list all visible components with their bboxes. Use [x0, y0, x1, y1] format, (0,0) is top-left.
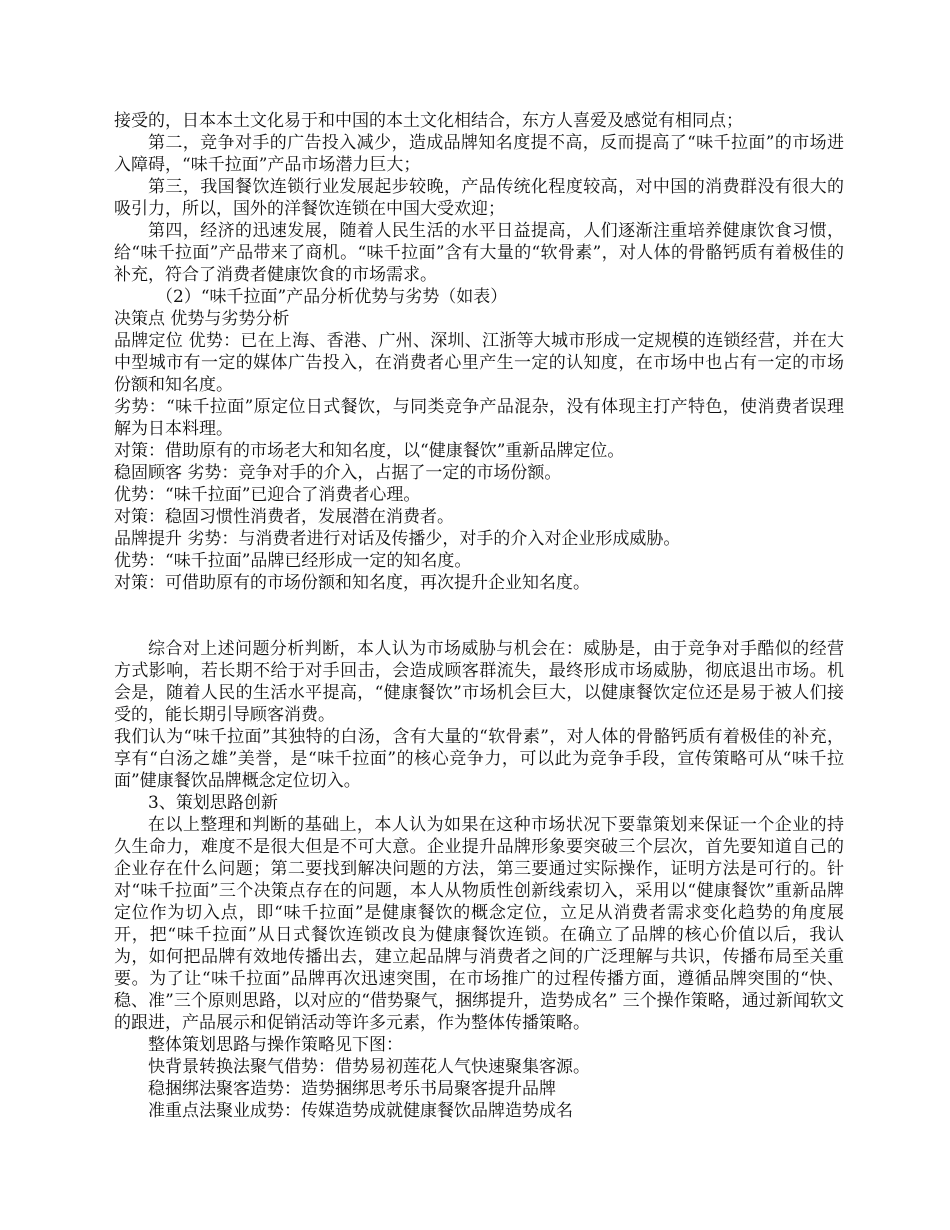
section-heading-planning: 3、策划思路创新 [148, 793, 278, 813]
strategy-list [114, 1056, 844, 1122]
table-row-upgrade-strength: 优势：“味千拉面”品牌已经形成一定的知名度。 [114, 551, 472, 571]
paragraph-japanese-culture: 接受的，日本本土文化易于和中国的本土文化相结合，东方人喜爱及感觉有相同点； [114, 111, 743, 131]
strategy-item-accurate: 准重点法聚业成势：传媒造势成就健康餐饮品牌造势成名 [148, 1101, 573, 1121]
strategy-item-stable: 稳捆绑法聚客造势：造势捆绑思考乐书局聚客提升品牌 [148, 1079, 556, 1099]
paragraph-threat-opportunity: 综合对上述问题分析判断，本人认为市场威胁与机会在：威胁是，由于竞争对手酷似的经营方式影响，若长期不给于对手回击，会造成顾客群流失，最终形成市场威胁，彻底退出市场。机会是，随着人民的生活水平提高，“健康餐饮”市场机会巨大，以健康餐饮定位还是易于被人们接受的，能长期引导顾客消费。 [114, 639, 844, 725]
paragraph-point-two: 第二，竞争对手的广告投入减少，造成品牌知名度提不高，反而提高了“味千拉面”的市场进入障碍，“味千拉面”产品市场潜力巨大； [114, 133, 844, 175]
strategy-intro: 整体策划思路与操作策略见下图： [148, 1035, 403, 1055]
table-row-brand-position-strength: 品牌定位 优势：已在上海、香港、广州、深圳、江浙等大城市形成一定规模的连锁经营，并在大中型城市有一定的媒体广告投入，在消费者心里产生一定的认知度，在市场中也占有一定的市场份额和知名度。 [114, 331, 844, 395]
table-row-upgrade-strategy: 对策：可借助原有的市场份额和知名度，再次提升企业知名度。 [114, 573, 590, 593]
paragraph-point-four: 第四，经济的迅速发展，随着人民生活的水平日益提高，人们逐渐注重培养健康饮食习惯，给“味千拉面”产品带来了商机。“味千拉面”含有大量的“软骨素”，对人体的骨骼钙质有着极佳的补充，符合了消费者健康饮食的市场需求。 [114, 221, 844, 285]
table-row-retain-strategy: 对策：稳固习惯性消费者，发展潜在消费者。 [114, 507, 454, 527]
paragraph-core-competence: 我们认为“味千拉面”其独特的白汤，含有大量的“软骨素”，对人体的骨骼钙质有着极佳的补充，享有“白汤之雄”美誉，是“味千拉面”的核心竞争力，可以此为竞争手段，宣传策略可从“味千拉面”健康餐饮品牌概念定位切入。 [114, 727, 844, 791]
paragraph-planning-strategy: 在以上整理和判断的基础上，本人认为如果在这种市场状况下要靠策划来保证一个企业的持久生命力，难度不是很大但是不可大意。企业提升品牌形象要突破三个层次，首先要知道自己的企业存在什么问题；第二要找到解决问题的方法，第三要通过实际操作，证明方法是可行的。针对“味千拉面”三个决策点存在的问题，本人从物质性创新线索切入，采用以“健康餐饮”重新品牌定位作为切入点，即“味千拉面”是健康餐饮的概念定位，立足从消费者需求变化趋势的角度展开，把“味千拉面”从日式餐饮连锁改良为健康餐饮连锁。在确立了品牌的核心价值以后，我认为，如何把品牌有效地传播出去，建立起品牌与消费者之间的广泛理解与共识，传播布局至关重要。为了让“味千拉面”品牌再次迅速突围，在市场推广的过程传播方面，遵循品牌突围的“快、稳、准”三个原则思路，以对应的“借势聚气，捆绑提升，造势成名” 三个操作策略，通过新闻软文的跟进，产品展示和促销活动等许多元素，作为整体传播策略。 [114, 815, 844, 1033]
strategy-item-fast: 快背景转换法聚气借势：借势易初莲花人气快速聚集客源。 [148, 1057, 590, 1077]
table-row-brand-position-strategy: 对策：借助原有的市场老大和知名度，以“健康餐饮”重新品牌定位。 [114, 441, 625, 461]
document-page [114, 110, 844, 1122]
table-row-brand-position-weakness: 劣势：“味千拉面”原定位日式餐饮，与同类竞争产品混杂，没有体现主打产特色，使消费者误理解为日本料理。 [114, 397, 844, 439]
blank-spacer [114, 594, 844, 638]
table-heading: （2）“味千拉面”产品分析优势与劣势（如表） [156, 287, 508, 307]
table-row-retain-weakness: 稳固顾客 劣势：竞争对手的介入，占据了一定的市场份额。 [114, 463, 562, 483]
paragraph-point-three: 第三，我国餐饮连锁行业发展起步较晚，产品传统化程度较高，对中国的消费群没有很大的吸引力，所以，国外的洋餐饮连锁在中国大受欢迎； [114, 177, 844, 219]
swot-table [114, 308, 844, 594]
table-row-upgrade-weakness: 品牌提升 劣势：与消费者进行对话及传播少，对手的介入对企业形成威胁。 [114, 529, 681, 549]
table-row-retain-strength: 优势：“味千拉面”已迎合了消费者心理。 [114, 485, 421, 505]
table-header-row: 决策点 优势与劣势分析 [114, 309, 290, 329]
